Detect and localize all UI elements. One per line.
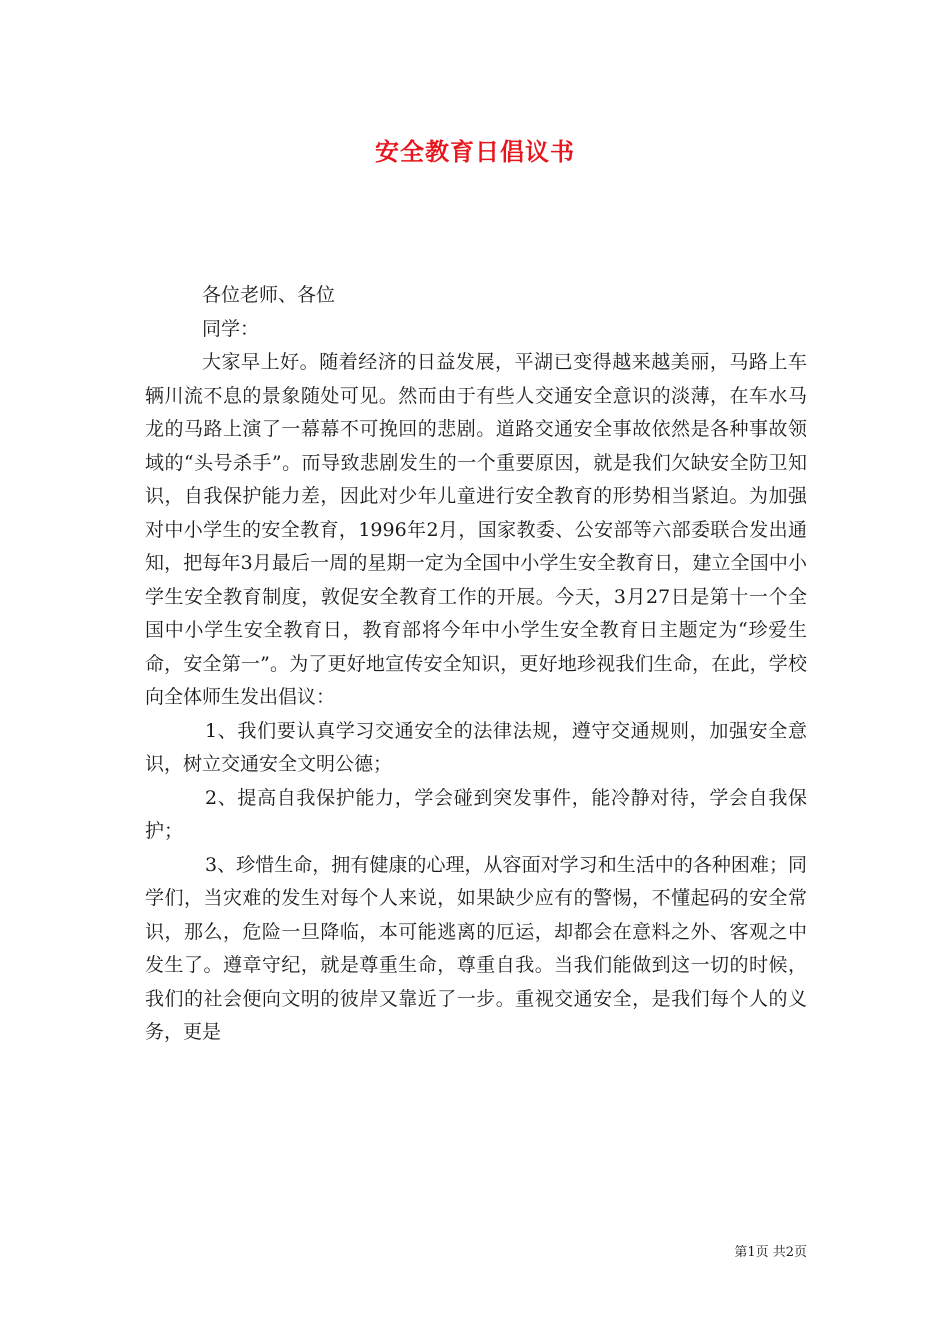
proposal-item-1: 1、我们要认真学习交通安全的法律法规，遵守交通规则，加强安全意识，树立交通安全文明公德； xyxy=(145,719,807,775)
salutation-line-2: 同学： xyxy=(202,317,260,340)
salutation-line-1: 各位老师、各位 xyxy=(202,284,336,306)
document-title: 安全教育日倡议书 xyxy=(375,138,575,166)
document-body xyxy=(145,279,807,1050)
proposal-item-3: 3、珍惜生命，拥有健康的心理，从容面对学习和生活中的各种困难；同学们，当灾难的发生对每个人来说，如果缺少应有的警惕，不懂起码的安全常识，那么，危险一旦降临，本可能逃离的厄运，却都会在意料之外、客观之中发生了。遵章守纪，就是尊重生命，尊重自我。当我们能做到这一切的时候，我们的社会便向文明的彼岸又靠近了一步。重视交通安全，是我们每个人的义务，更是 xyxy=(145,853,807,1043)
proposal-item-2: 2、提高自我保护能力，学会碰到突发事件，能冷静对待，学会自我保护； xyxy=(145,786,807,842)
intro-paragraph: 大家早上好。随着经济的日益发展，平湖已变得越来越美丽，马路上车辆川流不息的景象随处可见。然而由于有些人交通安全意识的淡薄，在车水马龙的马路上演了一幕幕不可挽回的悲剧。道路交通安全事故依然是各种事故领域的“头号杀手”。而导致悲剧发生的一个重要原因，就是我们欠缺安全防卫知识，自我保护能力差，因此对少年儿童进行安全教育的形势相当紧迫。为加强对中小学生的安全教育，1996年2月，国家教委、公安部等六部委联合发出通知，把每年3月最后一周的星期一定为全国中小学生安全教育日，建立全国中小学生安全教育制度，敦促安全教育工作的开展。今天，3月27日是第十一个全国中小学生安全教育日，教育部将今年中小学生安全教育日主题定为“珍爱生命，安全第一”。为了更好地宣传安全知识，更好地珍视我们生命，在此，学校向全体师生发出倡议： xyxy=(145,351,807,708)
page-number: 第1页 共2页 xyxy=(734,1245,807,1260)
